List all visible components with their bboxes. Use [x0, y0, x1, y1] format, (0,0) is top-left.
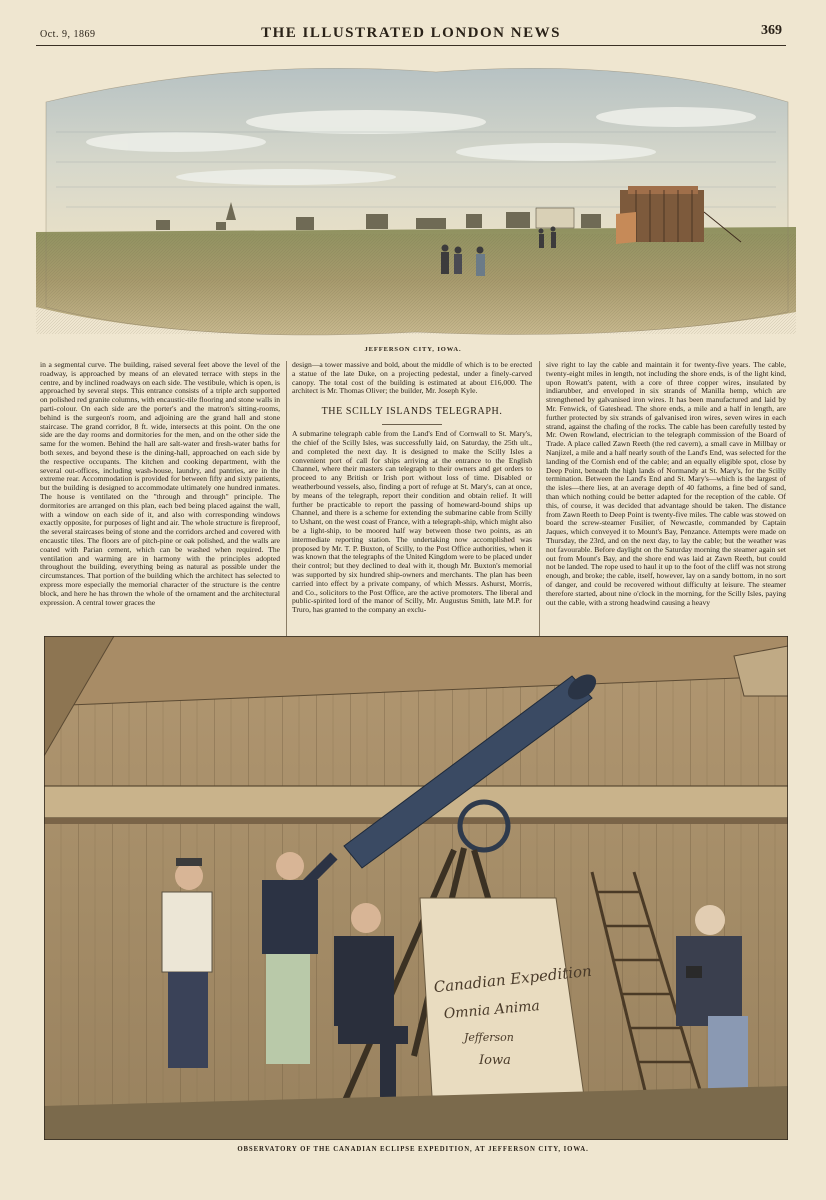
article-paragraph: A submarine telegraph cable from the Land's End of Cornwall to St. Mary's, the chief of the Scilly Isles, was successfully laid, on Saturday, the 25th ult., and completed the next day. It is designed to make the Scilly Isles a convenient port of call for ships arriving at the entrance to the English Channel, where their masters can telegraph to their owners and get orders to proceed to any British or Irish port without loss of time. Disabled or weatherbound vessels, also, finding a port of refuge at St. Mary's, can at once, by means of the telegraph, report their condition and obtain relief. It will further be practicable to report the passing of homeward-bound ships up Channel, and there is a scheme for extending the submarine cable from Scilly to Ushant, on the west coast of France, with a telegraph-ship, which might also be a light-ship, to be moored half way between those two points, as an intermediate reporting station. The undertaking now accomplished was proposed by Mr. T. P. Buxton, of Scilly, to the Post Office authorities, when it was known that the telegraphs of the United Kingdom were to be placed under their control; but they declined to deal with it, though Mr. Buxton's memorial was supported by six hundred ship-owners and merchants. The plan has been carried into effect by a private company, of which Messrs. Ashurst, Morris, and Co., solicitors to the Post Office, are the active promoters. The liberal and public-spirited lord of the manor of Scilly, Mr. Augustus Smith, late M.P. for Truro, has granted to the company an exclu- [292, 429, 532, 615]
bottom-illustration-caption: OBSERVATORY OF THE CANADIAN ECLIPSE EXPEDITION, AT JEFFERSON CITY, IOWA. [237, 1146, 589, 1153]
column-left [40, 361, 280, 641]
column-divider [539, 361, 540, 641]
article-headline: THE SCILLY ISLANDS TELEGRAPH. [321, 406, 503, 418]
article-columns [40, 361, 786, 641]
headline-divider [382, 424, 442, 425]
jefferson-city-engraving [36, 62, 796, 342]
sign-line: Canadian Expedition [432, 961, 593, 997]
sign-line: Jefferson [464, 1031, 514, 1044]
article-paragraph: in a segmental curve. The building, raised several feet above the level of the roadway, is approached by means of an elevated terrace with steps in the centre, and by inclined roadways on each side. The vestibule, which is open, is approached by several steps. This entrance consists of a triple arch supported on polished red granite columns, with encaustic-tile flooring and stone walls in parti-colour. On each side are the porter's and the matron's sitting-rooms, behind is the surgeon's room, and adjoining are the grand hall and stone staircase. The grand corridor, 8 ft. wide, intersects at this point. On the one side are the day rooms and dormitories for the men, and on the other side the same for the women. Behind the hall are salt-water and fresh-water baths for both sexes, and beyond these is the dining-hall, approached on each side by the respective occupants. The kitchen and cooking department, with the several out-offices, including wash-house, laundry, and pantries, are in the extreme rear. Accommodation is provided for between fifty and sixty patients, but the building is designed to accommodate ultimately one hundred inmates. The house is ventilated on the "through and through" principle. The dormitories are arranged on this plan, each bed being placed against the wall, with a window on each side of it, and also with corresponding windows exactly opposite, for purposes of light and air. The whole structure is fireproof, the several staircases being of stone and the corridors arched and covered with encaustic tiles. The floors are of pitch-pine or oak polished, and the walls are coated with Parian cement, which can be washed when required. The ventilation and warming are in harmony with the principles adopted throughout the building, everything being as natural as possible under the circumstances. That portion of the building which the architect has selected to express more especially the memorial character of the structure is the centre block, and here he has thrown the whole of the ornament and the architectural expression. A central tower graces the [40, 361, 280, 607]
article-paragraph: design—a tower massive and bold, about the middle of which is to be erected a statue of the late Duke, on a projecting pedestal, under a finely-carved canopy. The total cost of the building is estimated at about £16,000. The architect is Mr. Thomas Oliver; the builder, Mr. Joseph Kyle. [292, 361, 532, 396]
newspaper-title: THE ILLUSTRATED LONDON NEWS [261, 25, 561, 41]
top-illustration-caption: JEFFERSON CITY, IOWA. [364, 346, 462, 353]
masthead [36, 20, 786, 46]
column-right [546, 361, 786, 641]
column-divider [286, 361, 287, 641]
issue-date: Oct. 9, 1869 [40, 29, 96, 40]
column-middle [292, 361, 532, 641]
observatory-interior-engraving [44, 636, 788, 1140]
sign-line: Iowa [479, 1053, 511, 1068]
sign-line: Omnia Anima [443, 998, 541, 1023]
article-paragraph: sive right to lay the cable and maintain it for twenty-five years. The cable, twenty-eight miles in length, not including the shore ends, is of the light kind, upon Rowatt's patent, with a core of three copper wires, insulated by indiarubber, and enveloped in six strands of Manilla hemp, which are strengthened by galvanised iron wires. It has been manufactured and laid by Mr. Fenwick, of Gateshead. The shore ends, a mile and a half in length, are further protected by six strands of galvanised iron wires, seven wires in each strand, against the chafing of the rocks. The cable has been carefully tested by Mr. Owen Rowland, electrician to the telegraph commission of the Board of Trade. A place called Zawn Reeth (the red cavern), a small cave in Millbay or Nanjizel, a mile and a half nearly south of the Land's End, was selected for the landing of the Cornish end of the cable; and an equally eligible spot, close by Deep Point, beneath the high lands of Normandy at St. Mary's, for the Scilly termination. Between the Land's End and St. Mary's—which is the largest of the isles—there lies, at an average depth of 40 fathoms, a fine bed of sand, than which nothing could be better adapted for the reception of the cable. Of this, of course, it was decided that advantage should be taken. The distance from Zawn Reeth to Deep Point is twenty-five miles. The cable was stowed on board the screw-steamer Fusilier, of Newcastle, commanded by Captain Jaques, which conveyed it to Mount's Bay, Penzance. Attempts were made on Thursday, the 23rd, and on the next day, to lay the cable; but the weather was not favourable. Before daylight on the Saturday morning the steamer again set out from Mount's Bay, and the shore end was laid at Zawn Reeth, but could not be landed. The rope used to haul it up to the foot of the cliff was not strong enough, and broke; the cable, itself, however, lay on a sandy bottom, in no sort of danger, and could be recovered without difficulty at leisure. The steamer therefore started, about nine o'clock in the morning, for the Scilly Isles, paying out the cable, with a strong headwind causing a heavy [546, 361, 786, 607]
page-number: 369 [761, 23, 782, 38]
